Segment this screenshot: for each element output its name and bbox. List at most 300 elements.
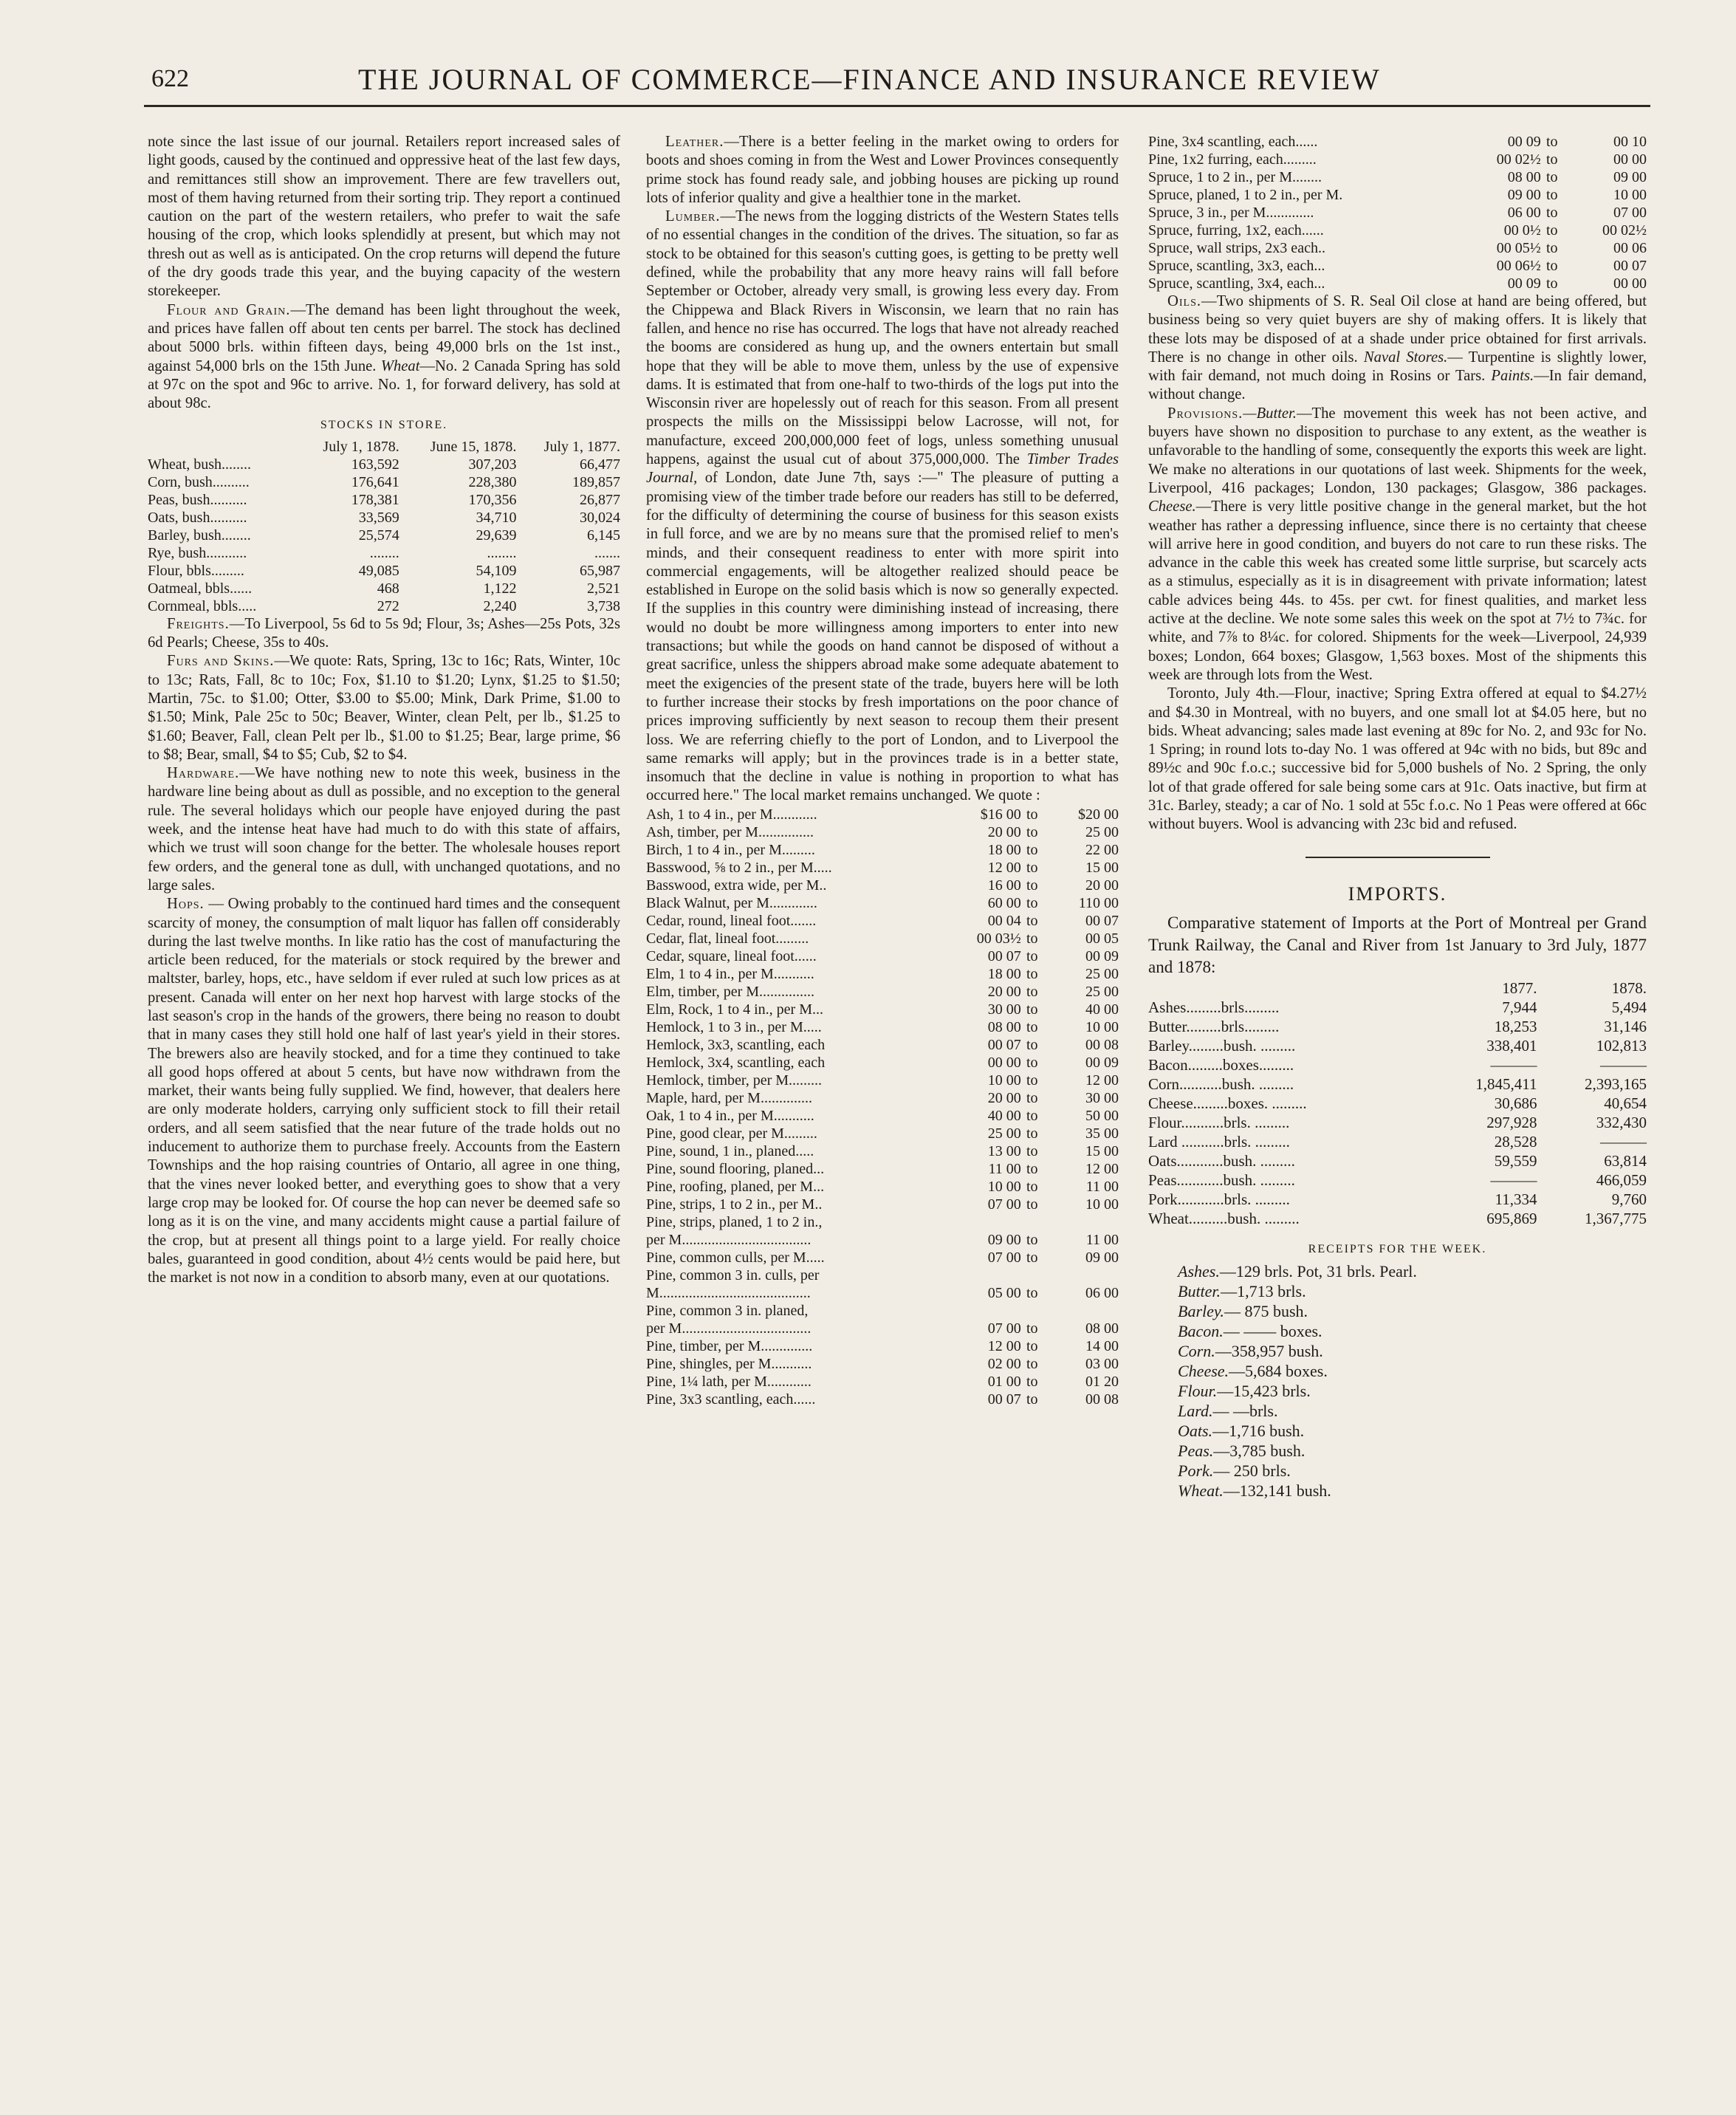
price-low: 20 00	[987, 823, 1021, 840]
import-value: 1,367,775	[1585, 1209, 1647, 1227]
price-low: 00 03½	[976, 930, 1021, 947]
price-high: 00 08	[1085, 1391, 1119, 1408]
receipt-value: — —brls.	[1212, 1402, 1278, 1421]
price-high: 00 09	[1085, 1054, 1119, 1071]
price-item: Elm, Rock, 1 to 4 in., per M...	[646, 1001, 823, 1018]
table-row	[1148, 1094, 1647, 1113]
list-item	[1178, 1281, 1647, 1301]
import-value: ———	[1490, 1170, 1537, 1189]
table-row	[148, 456, 620, 473]
table-row	[646, 1142, 1119, 1160]
import-value: 102,813	[1596, 1036, 1647, 1055]
price-low: 00 00	[987, 1054, 1021, 1071]
import-value: 30,686	[1494, 1094, 1537, 1112]
price-low: 00 07	[987, 947, 1021, 964]
price-item: Pine, sound flooring, planed...	[646, 1160, 825, 1177]
lumber-text: —The news from the logging districts of the Western States tells of no essential changes in the condition of the drives. The situation, so far as stock to be obtained for this season's cutting goes, is getting to be pretty well defined, while the probability that any more heavy rains will fall before September or October, already very small, is growing less every day. From the Chippewa and Black Rivers in Wisconsin, we learn that no rain has fallen, and hence no rise has occurred. The logs that have not already reached the booms are considered as hung up, and the owners entertain but small hope that they will be able to move them, unless by the use of expensive dams. It is estimated that from one-half to two-thirds of the logs put into the Wisconsin river are hopelessly out of reach for this season. From all present prospects the mills on the Mississippi below Lacrosse, will not, for manufacture, exceed 200,000,000 feet of logs, unless something unusual happens, against the usual cut of about 375,000,000. The	[646, 208, 1119, 468]
price-item: Hemlock, 3x4, scantling, each	[646, 1054, 826, 1071]
price-low: 16 00	[987, 877, 1021, 894]
price-low: 00 07	[987, 1036, 1021, 1053]
price-high: 25 00	[1085, 983, 1119, 1000]
price-item: Elm, 1 to 4 in., per M...........	[646, 965, 814, 982]
price-high: 01 20	[1085, 1373, 1119, 1390]
price-to: to	[1545, 134, 1558, 150]
price-item: Spruce, planed, 1 to 2 in., per M.	[1148, 187, 1343, 203]
hops-paragraph	[148, 895, 620, 1287]
stock-value: 33,569	[358, 509, 399, 526]
table-row	[646, 1107, 1119, 1125]
import-value: 28,528	[1494, 1132, 1537, 1151]
table-row	[646, 1391, 1119, 1408]
table-row	[1148, 1151, 1647, 1170]
price-high: $20 00	[1078, 806, 1119, 823]
table-row	[1148, 1113, 1647, 1132]
price-low: 12 00	[987, 1337, 1021, 1354]
lumber-quote: , of London, date June 7th, says :—" The pleasure of putting a promising view of the timber trade before our readers has still to be deferred, for the difficulty of determining the course of business for this season exists in full force, and we are by no means sure that the promised relief to men's minds, and their consequent readiness to enter with more spirit into commercial engagements, will be altogether realized should peace be established in Europe on the solid basis which is now so generally expected. If the supplies in this country were diminishing instead of increasing, there would no doubt be more willingness among importers to enter into new transactions; but while the goods on hand cannot be disposed of without a great sacrifice, unless the shippers abroad make some adequate abatement to meet the exigencies of the present state of the trade, buyers here will be loth to further increase their stocks by fresh importations on the poor chance of prices improving sufficiently by next season to recoup them their present loss. We are referring chiefly to the port of London, and to Liverpool the same remarks will apply; but in the provinces trade is in a better state, insomuch that the decline in value is nothing in proportion to what has occurred here." The local market remains unchanged. We quote :	[646, 470, 1119, 804]
price-high: 00 05	[1085, 930, 1119, 947]
price-low: 25 00	[987, 1125, 1021, 1142]
price-low: 07 00	[987, 1196, 1021, 1213]
table-row	[646, 1373, 1119, 1391]
toronto-paragraph: Toronto, July 4th.—Flour, inactive; Spring Extra offered at equal to $4.27½ and $4.30 in Montreal, with no buyers, and one small lot at $4.05 here, but no bids. Wheat advancing; sales made last evening at 89c for No. 2, and 93c for No. 1 Spring; in round lots to-day No. 1 was offered at 94c with no bids, but 89c and 89½c and 90c f.o.c.; successive bid for 5,000 bushels of No. 2 Spring, the only lot of that grade offered for sale being some cars at 91c. Oats inactive, but firm at 31c. Barley, steady; a car of No. 1 sold at 55c f.o.c. No 1 Peas were offered at 66c without buyers. Wool is advancing with 23c bid and refused.	[1148, 685, 1647, 833]
table-row	[148, 473, 620, 491]
price-high: 00 09	[1085, 947, 1119, 964]
table-row	[646, 1160, 1119, 1178]
import-value: 5,494	[1611, 998, 1647, 1016]
stock-value: 65,987	[580, 562, 620, 579]
receipt-label: Flour.	[1178, 1382, 1218, 1401]
import-item: Barley.........bush. .........	[1148, 1036, 1296, 1055]
import-item: Bacon.........boxes.........	[1148, 1055, 1294, 1074]
oils-heading: Oils.	[1167, 293, 1202, 309]
receipt-label: Cheese.	[1178, 1362, 1229, 1381]
price-high: 22 00	[1085, 841, 1119, 858]
price-high: 14 00	[1085, 1337, 1119, 1354]
stock-value: 2,521	[587, 580, 620, 597]
list-item	[1178, 1321, 1647, 1341]
price-low: 12 00	[987, 859, 1021, 876]
imports-header: 1877.	[1502, 978, 1537, 997]
receipts-title: RECEIPTS FOR THE WEEK.	[1308, 1242, 1487, 1255]
price-to: to	[1026, 1089, 1038, 1106]
price-item: Pine, 3x3 scantling, each......	[646, 1391, 816, 1408]
price-high: 07 00	[1613, 205, 1647, 221]
price-low: 00 09	[1507, 134, 1541, 150]
price-item: Cedar, square, lineal foot......	[646, 947, 817, 964]
price-low: 00 02½	[1496, 151, 1541, 168]
price-item: per M...................................	[646, 1320, 812, 1337]
import-value: ———	[1600, 1055, 1647, 1074]
stock-item: Cornmeal, bbls.....	[148, 597, 257, 614]
price-to: to	[1026, 877, 1038, 894]
imports-title: IMPORTS.	[1348, 882, 1447, 905]
price-to: to	[1026, 823, 1038, 840]
table-row	[148, 491, 620, 509]
flour-grain-heading: Flour and Grain.	[167, 301, 291, 318]
price-item: per M...................................	[646, 1231, 812, 1248]
freights-heading: Freights.	[167, 615, 230, 632]
price-high: 30 00	[1085, 1089, 1119, 1106]
table-row	[1148, 1055, 1647, 1074]
table-row	[646, 1231, 1119, 1249]
paints-heading: Paints.	[1491, 368, 1534, 385]
price-high: 06 00	[1085, 1284, 1119, 1301]
table-row	[646, 947, 1119, 965]
list-item	[1178, 1481, 1647, 1501]
import-item: Oats............bush. .........	[1148, 1151, 1295, 1170]
table-row	[646, 1089, 1119, 1107]
price-low: 00 09	[1507, 275, 1541, 292]
price-to: to	[1026, 1072, 1038, 1089]
cheese-heading: Cheese.	[1148, 498, 1196, 515]
import-item: Cheese.........boxes. .........	[1148, 1094, 1307, 1112]
price-low: 18 00	[987, 965, 1021, 982]
stock-value: 1,122	[483, 580, 517, 597]
price-item: Basswood, extra wide, per M..	[646, 877, 827, 894]
price-high: 40 00	[1085, 1001, 1119, 1018]
price-low: 01 00	[987, 1373, 1021, 1390]
import-value: 332,430	[1596, 1113, 1647, 1131]
import-item: Ashes.........brls.........	[1148, 998, 1280, 1016]
journal-name: Timber Trades Journal	[646, 451, 1119, 487]
stock-value: 29,639	[476, 527, 517, 544]
import-value: 1,845,411	[1475, 1074, 1537, 1093]
table-row	[148, 580, 620, 597]
price-item: Cedar, flat, lineal foot.........	[646, 930, 809, 947]
price-to: to	[1026, 1125, 1038, 1142]
table-row	[646, 1178, 1119, 1196]
import-value: 466,059	[1596, 1170, 1647, 1189]
price-high: 10 00	[1085, 1018, 1119, 1035]
table-row	[646, 1213, 1119, 1231]
price-high: 00 07	[1085, 912, 1119, 929]
stock-item: Barley, bush........	[148, 527, 251, 544]
price-high: 35 00	[1085, 1125, 1119, 1142]
stock-value: 228,380	[468, 473, 517, 490]
receipt-label: Wheat.	[1178, 1481, 1224, 1501]
import-value: 11,334	[1495, 1190, 1537, 1208]
price-to: to	[1545, 187, 1558, 203]
page-header	[144, 58, 1591, 102]
receipt-label: Pork.	[1178, 1461, 1214, 1481]
table-row	[148, 562, 620, 580]
list-item	[1178, 1361, 1647, 1381]
stock-value: 3,738	[587, 597, 620, 614]
cheese-text: —There is very little positive change in the general market, but the hot weather has rather a depressing influence, since there is no certainty that cheese will arrive here in good condition, and buyers do not care to run these risks. The advance in the cable this week has created some little surprise, but scarcely acts as a stimulus, especially as it is in disagreement with private information; latest cable advices being 44s. to 45s. per cwt. for finest qualities, and market less active at the decline. We note some sales this week on the spot at 7½ to 7¾c. for white, and 7⅞ to 8¼c. for colored. Shipments for the week—Liverpool, 24,939 boxes; London, 664 boxes; Glasgow, 1,563 boxes. Most of the shipments this week are through lots from the West.	[1148, 498, 1647, 683]
table-row	[1148, 133, 1647, 151]
price-low: 10 00	[987, 1072, 1021, 1089]
import-value: 2,393,165	[1585, 1074, 1647, 1093]
price-to: to	[1545, 275, 1558, 292]
provisions-heading: Provisions.	[1167, 405, 1243, 422]
stock-item: Flour, bbls.........	[148, 562, 244, 579]
price-high: 00 02½	[1602, 222, 1647, 239]
price-item: Ash, timber, per M...............	[646, 823, 814, 840]
price-to: to	[1026, 1054, 1038, 1071]
price-low: 10 00	[987, 1178, 1021, 1195]
stock-item: Oats, bush..........	[148, 509, 247, 526]
price-to: to	[1026, 1196, 1038, 1213]
price-item: Birch, 1 to 4 in., per M.........	[646, 841, 815, 858]
price-to: to	[1026, 1373, 1038, 1390]
price-item: Pine, timber, per M..............	[646, 1337, 813, 1354]
price-low: 00 0½	[1503, 222, 1541, 239]
stock-value: 30,024	[580, 509, 620, 526]
naval-stores-text: — Turpentine is slightly lower, with fair demand, not much doing in Rosins or Tars.	[1148, 349, 1647, 385]
receipt-value: —129 brls. Pot, 31 brls. Pearl.	[1219, 1262, 1417, 1281]
stocks-table	[148, 438, 620, 615]
price-low	[939, 1213, 1021, 1231]
price-low: 00 06½	[1496, 258, 1541, 274]
stock-value: 54,109	[476, 562, 517, 579]
receipt-value: —5,684 boxes.	[1229, 1362, 1328, 1381]
price-high: 00 10	[1613, 134, 1647, 150]
table-row	[646, 1054, 1119, 1072]
import-item: Corn...........bush. .........	[1148, 1074, 1294, 1093]
price-to: to	[1545, 258, 1558, 274]
stock-value: .......	[594, 544, 620, 561]
table-row	[646, 859, 1119, 877]
price-low: 09 00	[987, 1231, 1021, 1248]
price-low: 07 00	[987, 1249, 1021, 1266]
stock-value: ........	[369, 544, 399, 561]
table-row	[646, 823, 1119, 841]
price-high: 12 00	[1085, 1072, 1119, 1089]
page-number: 622	[151, 65, 189, 92]
table-row	[148, 544, 620, 562]
price-high: 110 00	[1078, 894, 1119, 911]
price-to: to	[1026, 947, 1038, 964]
price-low: 09 00	[1507, 187, 1541, 203]
price-to: to	[1026, 1337, 1038, 1354]
price-high: 00 00	[1613, 151, 1647, 168]
import-value: 18,253	[1494, 1017, 1537, 1035]
price-to: to	[1026, 806, 1038, 823]
list-item	[1178, 1461, 1647, 1481]
butter-text: —The movement this week has not been active, and buyers have shown no disposition to purchase to any extent, as the weather is unfavorable to the handling of some, consequently the exports this week are light. We make no alterations in our quotations of last week. Shipments for the week, Liverpool, 416 packages; London, 130 packages; Glasgow, 386 packages.	[1148, 405, 1647, 496]
oils-text: —Two shipments of S. R. Seal Oil close at hand are being offered, but business being so very quiet buyers are shy of making offers. It is likely that these lots may be disposed of at a shade under price obtained for first arrivals. There is no change in other oils.	[1148, 293, 1647, 366]
price-item: Spruce, scantling, 3x4, each...	[1148, 275, 1325, 292]
stock-value: 272	[377, 597, 399, 614]
table-row	[646, 806, 1119, 823]
stock-value: 468	[377, 580, 399, 597]
price-low: 20 00	[987, 1089, 1021, 1106]
flour-grain-text: —The demand has been light throughout the week, and prices have fallen off about ten cents per barrel. The stock has declined about 5000 brls. within fifteen days, being 49,000 brls on the 1st inst., against 54,000 brls on the 15th June.	[148, 301, 620, 374]
price-item: Hemlock, 1 to 3 in., per M.....	[646, 1018, 822, 1035]
price-item: Pine, strips, planed, 1 to 2 in.,	[646, 1213, 823, 1230]
price-item: Spruce, furring, 1x2, each......	[1148, 222, 1324, 239]
import-value: 63,814	[1604, 1151, 1647, 1170]
price-low: 00 07	[987, 1391, 1021, 1408]
import-value: 9,760	[1611, 1190, 1647, 1208]
price-to: to	[1026, 841, 1038, 858]
price-to: to	[1026, 1355, 1038, 1372]
import-value: 7,944	[1502, 998, 1537, 1016]
import-value: 695,869	[1486, 1209, 1537, 1227]
table-row	[646, 1036, 1119, 1054]
price-item: Pine, strips, 1 to 2 in., per M..	[646, 1196, 823, 1213]
table-row	[1148, 1170, 1647, 1190]
column-left	[148, 133, 620, 1287]
price-item: Pine, common 3 in. culls, per	[646, 1266, 820, 1283]
price-to: to	[1545, 151, 1558, 168]
price-high: 15 00	[1085, 1142, 1119, 1159]
table-row	[646, 894, 1119, 912]
price-to: to	[1026, 1160, 1038, 1177]
price-to	[1021, 1302, 1043, 1320]
import-value: 59,559	[1494, 1151, 1537, 1170]
imports-header: 1878.	[1611, 978, 1647, 997]
list-item	[1178, 1381, 1647, 1401]
freights-paragraph	[148, 615, 620, 653]
price-to: to	[1026, 1036, 1038, 1053]
import-item: Pork............brls. .........	[1148, 1190, 1290, 1208]
stock-item: Oatmeal, bbls......	[148, 580, 253, 597]
table-row	[1148, 239, 1647, 257]
price-high	[1043, 1302, 1119, 1320]
table-row	[1148, 1074, 1647, 1094]
price-low: 30 00	[987, 1001, 1021, 1018]
import-value: 40,654	[1604, 1094, 1647, 1112]
price-high: 25 00	[1085, 965, 1119, 982]
price-item: Basswood, ⅝ to 2 in., per M.....	[646, 859, 832, 876]
receipt-value: —15,423 brls.	[1217, 1382, 1311, 1401]
price-low: 08 00	[987, 1018, 1021, 1035]
table-row	[1148, 257, 1647, 275]
price-high: 00 00	[1613, 275, 1647, 292]
stock-value: 6,145	[587, 527, 620, 544]
table-row	[1148, 168, 1647, 186]
stock-value: 189,857	[572, 473, 620, 490]
price-to: to	[1026, 983, 1038, 1000]
furs-paragraph	[148, 652, 620, 764]
import-item: Peas............bush. .........	[1148, 1170, 1295, 1189]
table-row	[1148, 1036, 1647, 1055]
price-item: Hemlock, 3x3, scantling, each	[646, 1036, 826, 1053]
spruce-price-table	[1148, 133, 1647, 292]
table-row	[646, 841, 1119, 859]
price-to	[1021, 1266, 1043, 1284]
table-row	[1148, 1209, 1647, 1228]
imports-table	[1148, 978, 1647, 1228]
price-item: Pine, 1x2 furring, each.........	[1148, 151, 1317, 168]
table-row	[646, 1125, 1119, 1142]
price-high: 09 00	[1085, 1249, 1119, 1266]
imports-intro: Comparative statement of Imports at the Port of Montreal per Grand Trunk Railway, the Canal and River from 1st January to 3rd July, 1877 and 1878:	[1148, 913, 1647, 976]
receipt-value: — 875 bush.	[1224, 1302, 1308, 1321]
table-row	[1148, 998, 1647, 1017]
table-row	[646, 1337, 1119, 1355]
leather-text: —There is a better feeling in the market owing to orders for boots and shoes coming in from the West and Lower Provinces consequently prime stock has found ready sale, and jobbing houses are picking up round lots of inferior quality and give a healthier tone in the market.	[646, 134, 1119, 206]
price-high: 25 00	[1085, 823, 1119, 840]
stock-value: 34,710	[476, 509, 517, 526]
import-item: Wheat..........bush. .........	[1148, 1209, 1300, 1227]
price-low: 18 00	[987, 841, 1021, 858]
stock-item: Wheat, bush........	[148, 456, 251, 473]
leather-paragraph	[646, 133, 1119, 208]
receipt-value: — —— boxes.	[1223, 1322, 1322, 1341]
price-to: to	[1026, 1231, 1038, 1248]
price-high: 08 00	[1085, 1320, 1119, 1337]
provisions-paragraph	[1148, 405, 1647, 685]
freights-text: —To Liverpool, 5s 6d to 5s 9d; Flour, 3s; Ashes—25s Pots, 32s 6d Pearls; Cheese, 35s to 40s.	[148, 615, 620, 651]
price-to: to	[1026, 1018, 1038, 1035]
wheat-text: —No. 2 Canada Spring has sold at 97c on the spot and 96c to arrive. No. 1, for forward delivery, has sold at about 98c.	[148, 357, 621, 412]
stock-value: 66,477	[580, 456, 620, 473]
table-row	[1148, 275, 1647, 292]
column-right	[1148, 133, 1647, 1501]
table-row	[646, 1284, 1119, 1302]
price-item: Spruce, 1 to 2 in., per M........	[1148, 169, 1322, 185]
receipt-value: —1,716 bush.	[1212, 1422, 1305, 1441]
table-row	[646, 1018, 1119, 1036]
price-item: Oak, 1 to 4 in., per M...........	[646, 1107, 814, 1124]
import-item: Butter.........brls.........	[1148, 1017, 1280, 1035]
table-row	[646, 1249, 1119, 1266]
oils-paragraph	[1148, 292, 1647, 405]
naval-stores-heading: Naval Stores.	[1363, 349, 1448, 366]
price-item: Pine, 1¼ lath, per M............	[646, 1373, 812, 1390]
receipts-list	[1148, 1261, 1647, 1501]
price-to: to	[1026, 1391, 1038, 1408]
table-row	[646, 1072, 1119, 1089]
list-item	[1178, 1341, 1647, 1361]
price-to: to	[1026, 965, 1038, 982]
receipt-value: —3,785 bush.	[1213, 1442, 1306, 1461]
price-item: Spruce, scantling, 3x3, each...	[1148, 258, 1325, 274]
receipt-value: — 250 brls.	[1213, 1461, 1291, 1481]
price-item: Ash, 1 to 4 in., per M............	[646, 806, 817, 823]
price-to: to	[1545, 169, 1558, 185]
stock-item: Rye, bush...........	[148, 544, 247, 561]
leather-heading: Leather.	[665, 134, 724, 150]
price-high: 10 00	[1085, 1196, 1119, 1213]
price-item: Pine, shingles, per M...........	[646, 1355, 812, 1372]
import-item: Flour...........brls. .........	[1148, 1113, 1290, 1131]
lumber-heading: Lumber.	[665, 208, 721, 225]
receipt-value: —358,957 bush.	[1215, 1342, 1323, 1361]
price-low: 60 00	[987, 894, 1021, 911]
receipt-label: Peas.	[1178, 1442, 1214, 1461]
stocks-header: July 1, 1877.	[543, 438, 620, 455]
price-to: to	[1545, 240, 1558, 256]
receipt-label: Barley.	[1178, 1302, 1224, 1321]
table-row	[646, 983, 1119, 1001]
price-to: to	[1026, 1178, 1038, 1195]
import-value: ———	[1600, 1132, 1647, 1151]
receipt-label: Oats.	[1178, 1422, 1213, 1441]
table-row	[646, 912, 1119, 930]
price-low	[939, 1266, 1021, 1284]
hops-heading: Hops.	[167, 896, 205, 913]
hardware-paragraph	[148, 764, 620, 895]
price-high	[1043, 1266, 1119, 1284]
table-row	[148, 527, 620, 544]
price-to: to	[1026, 1107, 1038, 1124]
stock-value: 2,240	[483, 597, 517, 614]
price-to: to	[1545, 222, 1558, 239]
price-high: 15 00	[1085, 859, 1119, 876]
stocks-header: July 1, 1878.	[323, 438, 399, 455]
receipt-label: Ashes.	[1178, 1262, 1220, 1281]
price-item: Pine, common 3 in. planed,	[646, 1302, 809, 1319]
stock-value: 176,641	[351, 473, 399, 490]
price-to: to	[1026, 912, 1038, 929]
stock-item: Peas, bush..........	[148, 491, 247, 508]
table-row	[646, 1355, 1119, 1373]
table-row	[148, 509, 620, 527]
price-low: 02 00	[987, 1355, 1021, 1372]
